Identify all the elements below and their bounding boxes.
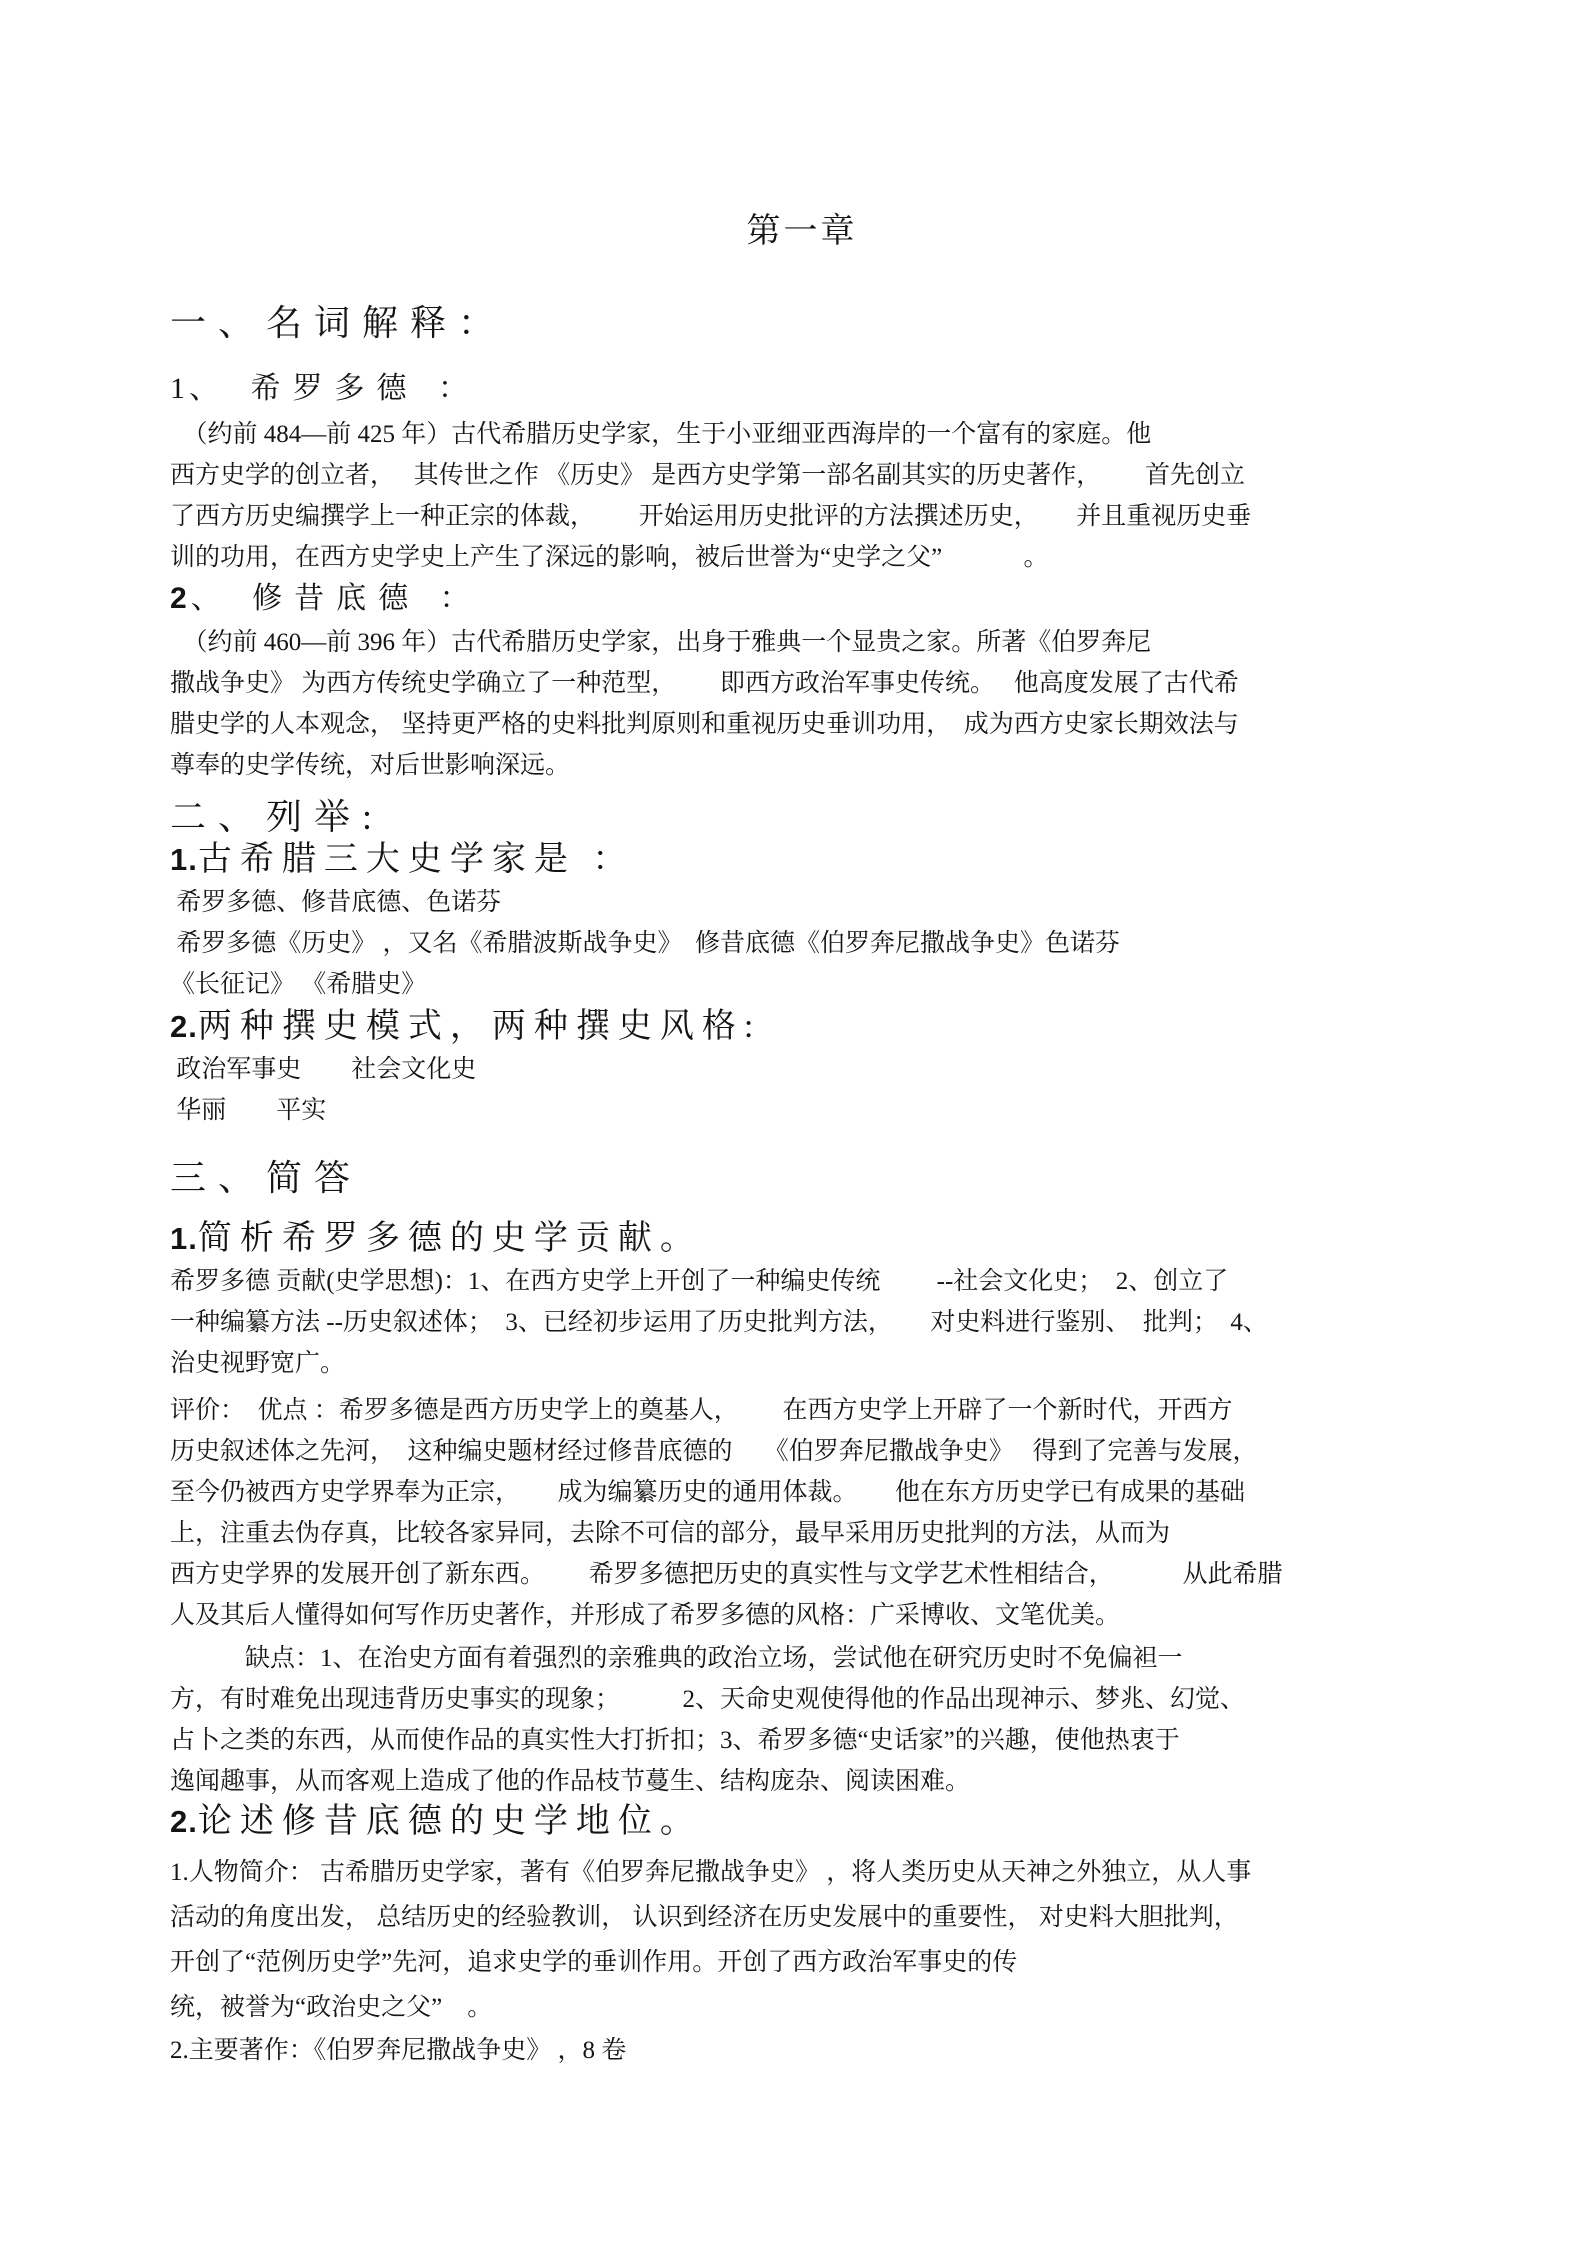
term-number: 2 (170, 582, 191, 615)
body-line: 上，注重去伪存真，比较各家异同，去除不可信的部分，最早采用历史批判的方法，从而为 (170, 1520, 1171, 1547)
thucydides-definition (170, 622, 1434, 786)
term-item-herodotus (170, 368, 1434, 410)
body-line: 历史叙述体之先河， 这种编史题材经过修昔底德的 《伯罗奔尼撒战争史》 得到了完善与发展， (170, 1438, 1258, 1465)
body-line: 尊奉的史学传统，对后世影响深远。 (170, 752, 571, 779)
question-text: 论述修昔底德的史学地位。 (197, 1803, 702, 1840)
body-line: 方，有时难免出现违背历史事实的现象； 2、天命史观使得他的作品出现神示、梦兆、幻觉、 (170, 1686, 1246, 1713)
body-line: 腊史学的人本观念， 坚持更严格的史料批判原则和重视历史垂训功用， 成为西方史家长期效法与 (170, 711, 1239, 738)
qa-question-1 (170, 1219, 1434, 1259)
list-question-1 (170, 840, 1434, 880)
body-line: 人及其后人懂得如何写作历史著作，并形成了希罗多德的风格：广采博收、文笔优美。 (170, 1602, 1121, 1629)
body-line: 缺点：1、在治史方面有着强烈的亲雅典的政治立场，尝试他在研究历史时不免偏袒一 (170, 1645, 1183, 1672)
body-line: 至今仍被西方史学界奉为正宗， 成为编纂历史的通用体裁。 他在东方历史学已有成果的基础 (170, 1479, 1246, 1506)
term-name: 、 希罗多德 ： (189, 372, 480, 405)
section-heading-qa: 三、简答 (170, 1158, 363, 1198)
body-line: 统，被誉为“政治史之父” 。 (170, 1994, 493, 2021)
body-line: 西方史学的创立者， 其传世之作 《历史》 是西方史学第一部名副其实的历史著作， 首先创立 (170, 462, 1246, 489)
question-text: 两种撰史模式，两种撰史风格: (197, 1008, 762, 1045)
list-question-2 (170, 1007, 1434, 1047)
question-number: 2. (170, 1009, 198, 1044)
body-line: 了西方历史编撰学上一种正宗的体裁， 开始运用历史批评的方法撰述历史， 并且重视历史垂 (170, 503, 1252, 530)
question-number: 2. (170, 1804, 198, 1839)
qa-question-2 (170, 1802, 1434, 1842)
answer-line: 希罗多德《历史》 ，又名《希腊波斯战争史》 修昔底德《伯罗奔尼撒战争史》色诺芬 (170, 930, 1121, 957)
qa-answer-2-profile (170, 1850, 1434, 2030)
answer-line: 华丽 平实 (170, 1097, 327, 1124)
list-answer-2 (170, 1049, 1434, 1131)
body-line: 撒战争史》 为西方传统史学确立了一种范型， 即西方政治军事史传统。 他高度发展了古代希 (170, 670, 1239, 697)
question-number: 1. (170, 1221, 198, 1256)
term-item-thucydides (170, 578, 1434, 620)
body-line: 评价： 优点 ：希罗多德是西方历史学上的奠基人， 在西方史学上开辟了一个新时代，开西方 (170, 1397, 1233, 1424)
body-line: （约前 484—前 425 年）古代希腊历史学家，生于小亚细亚西海岸的一个富有的家庭。他 (170, 421, 1152, 448)
qa-answer-1-evaluation (170, 1390, 1434, 1636)
body-line: 训的功用，在西方史学史上产生了深远的影响，被后世誉为“史学之父” 。 (170, 544, 1049, 571)
section-heading-terms: 一、名词解释： (170, 303, 507, 343)
body-line: 1.人物简介： 古希腊历史学家，著有《伯罗奔尼撒战争史》 ，将人类历史从天神之外独立，从人事 (170, 1859, 1252, 1886)
body-line: 开创了“范例历史学”先河，追求史学的垂训作用。开创了西方政治军事史的传 (170, 1949, 1018, 1976)
body-line: 西方史学界的发展开创了新东西。 希罗多德把历史的真实性与文学艺术性相结合， 从此希腊 (170, 1561, 1283, 1588)
body-line: 希罗多德 贡献(史学思想)：1、在西方史学上开创了一种编史传统 --社会文化史； 2、创立了 (170, 1268, 1229, 1295)
list-answer-1 (170, 882, 1434, 1005)
body-line: 一种编纂方法 --历史叙述体； 3、已经初步运用了历史批判方法， 对史料进行鉴别、 批判； 4、 (170, 1309, 1268, 1336)
qa-answer-1-drawbacks (170, 1638, 1434, 1802)
body-line: 占卜之类的东西，从而使作品的真实性大打折扣；3、希罗多德“史话家”的兴趣，使他热衷于 (170, 1727, 1180, 1754)
question-text: 简析希罗多德的史学贡献。 (197, 1220, 702, 1257)
body-line: 逸闻趣事，从而客观上造成了他的作品枝节蔓生、结构庞杂、阅读困难。 (170, 1768, 971, 1795)
answer-line: 《长征记》 《希腊史》 (170, 971, 427, 998)
body-line: 活动的角度出发， 总结历史的经验教训， 认识到经济在历史发展中的重要性， 对史料大胆批判， (170, 1904, 1239, 1931)
term-number: 1 (170, 372, 189, 405)
answer-line: 希罗多德、修昔底德、色诺芬 (170, 889, 502, 916)
qa-answer-2-major-works: 2.主要著作：《伯罗奔尼撒战争史》 ，8 卷 (170, 2037, 627, 2064)
body-line: （约前 460—前 396 年）古代希腊历史学家，出身于雅典一个显贵之家。所著《伯罗奔尼 (170, 629, 1152, 656)
chapter-title: 第一章 (746, 213, 858, 250)
body-line: 治史视野宽广。 (170, 1350, 346, 1377)
answer-line: 政治军事史 社会文化史 (170, 1056, 477, 1083)
herodotus-definition (170, 414, 1434, 578)
qa-answer-1-contribution (170, 1261, 1434, 1384)
question-text: 古希腊三大史学家是 ： (197, 841, 635, 878)
question-number: 1. (170, 842, 198, 877)
section-heading-list: 二、列举: (170, 797, 385, 837)
term-name: 、 修昔底德 ： (190, 582, 482, 615)
